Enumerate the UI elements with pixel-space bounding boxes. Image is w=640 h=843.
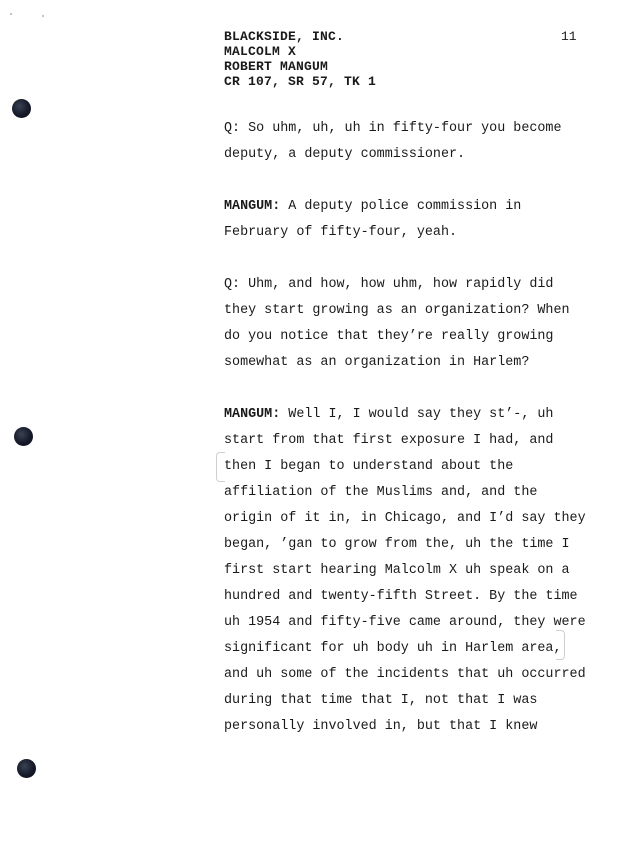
question-paragraph	[224, 272, 624, 376]
text-line: start from that first exposure I had, and	[224, 433, 554, 448]
line-text: A deputy police commission in	[280, 199, 522, 214]
text-line: significant for uh body uh in Harlem area,	[224, 641, 562, 656]
speaker-label: MANGUM:	[224, 199, 281, 214]
speaker-label: MANGUM:	[224, 407, 281, 422]
question-paragraph	[224, 116, 624, 168]
scan-speck	[42, 15, 44, 17]
answer-paragraph	[224, 194, 624, 246]
text-line: they start growing as an organization? When	[224, 303, 570, 318]
line-text: So uhm, uh, uh in fifty-four you become	[240, 121, 562, 136]
text-line: during that time that I, not that I was	[224, 693, 538, 708]
text-line: uh 1954 and fifty-five came around, they were	[224, 615, 586, 630]
text-line: personally involved in, but that I knew	[224, 719, 538, 734]
scan-speck	[10, 13, 12, 15]
line-text: Well I, I would say they st’-, uh	[280, 407, 554, 422]
text-line: origin of it in, in Chicago, and I’d say they	[224, 511, 586, 526]
text-line: deputy, a deputy commissioner.	[224, 147, 466, 162]
text-line: then I began to understand about the	[224, 459, 514, 474]
text-line: February of fifty-four, yeah.	[224, 225, 458, 240]
header-reel-info: CR 107, SR 57, TK 1	[224, 74, 377, 89]
text-line: affiliation of the Muslims and, and the	[224, 485, 538, 500]
text-line: hundred and twenty-fifth Street. By the time	[224, 589, 578, 604]
page-number: 11	[561, 29, 577, 44]
text-line: do you notice that they’re really growing	[224, 329, 554, 344]
line-text: Uhm, and how, how uhm, how rapidly did	[240, 277, 554, 292]
text-line: somewhat as an organization in Harlem?	[224, 355, 530, 370]
text-line	[224, 116, 624, 142]
header-company: BLACKSIDE, INC.	[224, 29, 345, 44]
answer-paragraph	[224, 402, 624, 740]
text-line	[224, 272, 624, 298]
punch-hole-icon	[17, 759, 36, 778]
header-subject: MALCOLM X	[224, 44, 297, 59]
header-interviewee: ROBERT MANGUM	[224, 59, 329, 74]
text-line	[224, 194, 624, 220]
punch-hole-icon	[12, 99, 31, 118]
text-line: first start hearing Malcolm X uh speak on a	[224, 563, 570, 578]
transcript-body	[224, 116, 624, 766]
text-line: began, ’gan to grow from the, uh the time I	[224, 537, 570, 552]
speaker-label: Q:	[224, 277, 241, 292]
text-line	[224, 402, 624, 428]
text-line: and uh some of the incidents that uh occurred	[224, 667, 586, 682]
document-header	[224, 29, 376, 89]
punch-hole-icon	[14, 427, 33, 446]
speaker-label: Q:	[224, 121, 241, 136]
